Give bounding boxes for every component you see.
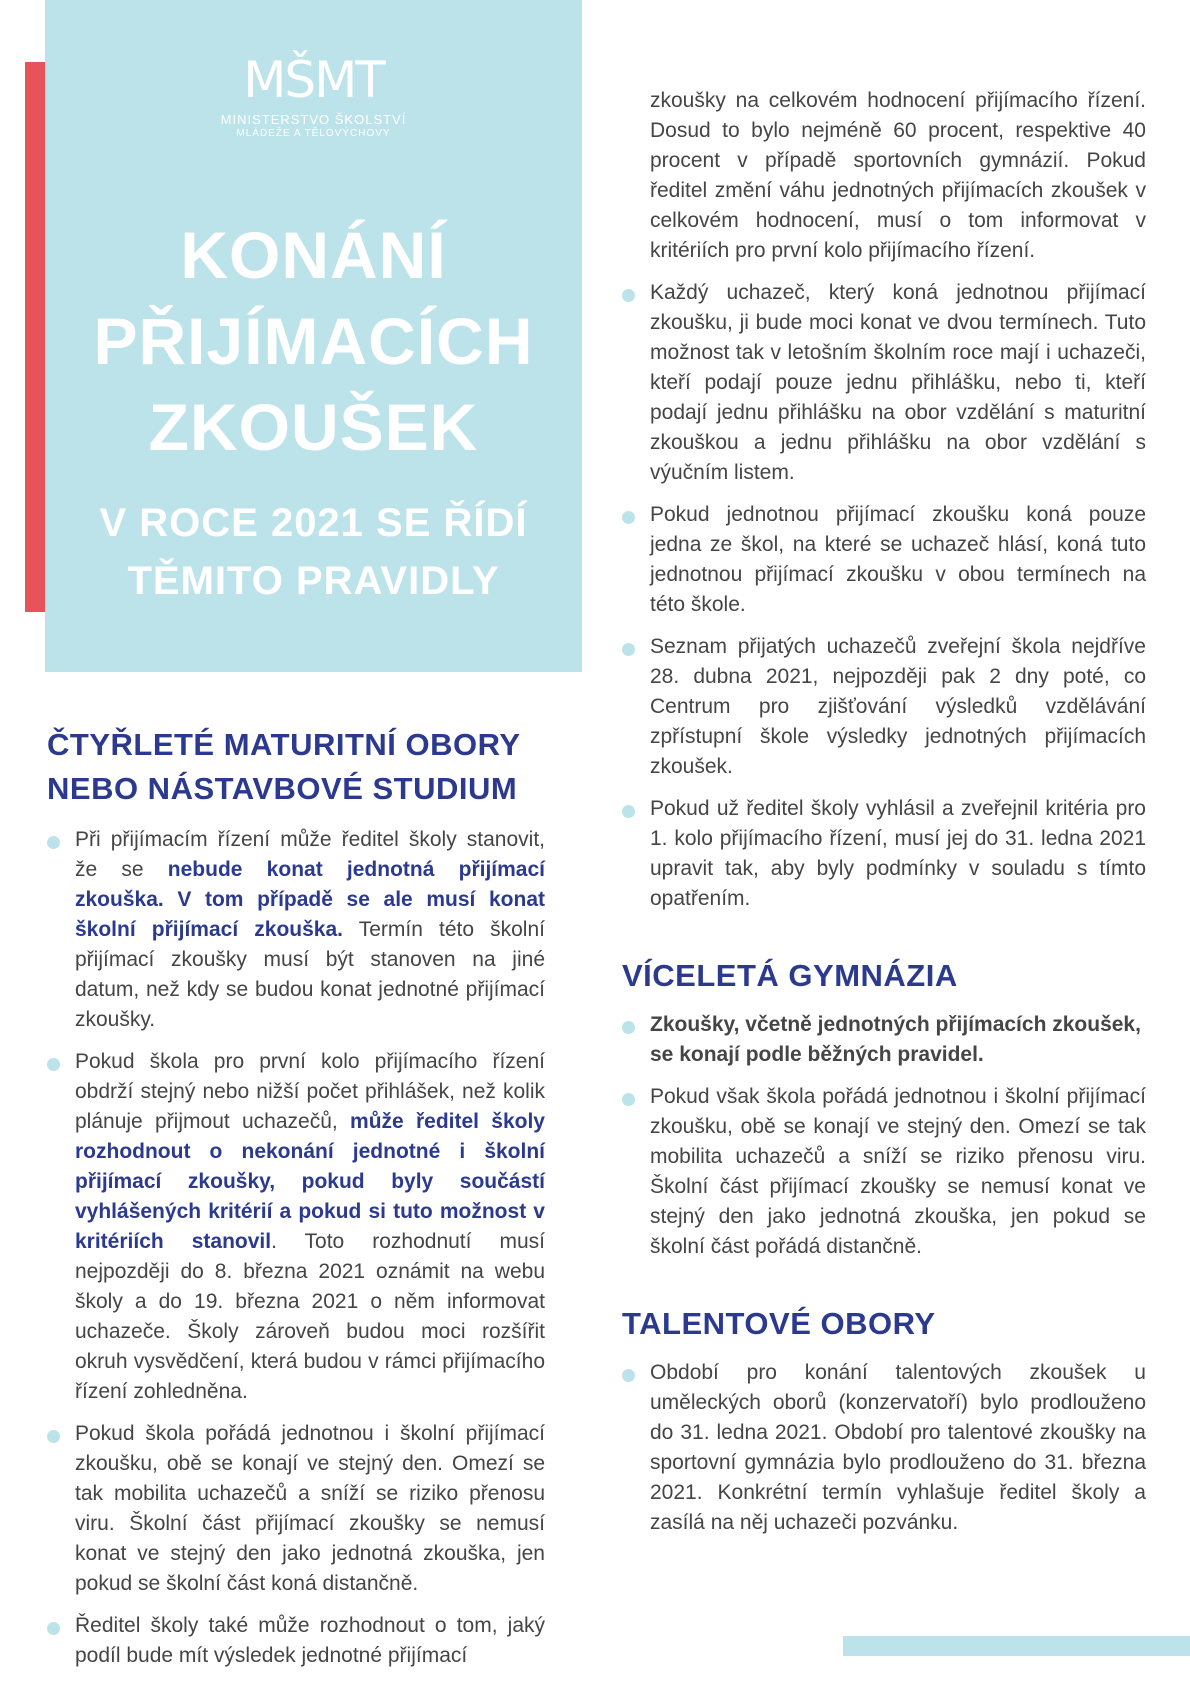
list-item (622, 632, 1146, 782)
list-item-text: Seznam přijatých uchazečů zveřejní škola nejdříve 28. dubna 2021, nejpozději pak 2 dny poté, co Centrum pro zjišťování výsledků vzdělávání zpřístupní škole výsledky jednotných přijímacích zkoušek. (650, 635, 1146, 778)
list-item (47, 825, 545, 1035)
hero-title-line-2 (45, 298, 582, 384)
right-column (622, 86, 1146, 1550)
bullet-dot-icon (47, 1058, 60, 1071)
hero-subtitle-line-2: TĚMITO PRAVIDLY (127, 559, 500, 603)
hero-title-word-3: ZKOUŠEK (148, 390, 479, 464)
list-item (622, 1358, 1146, 1538)
bullet-dot-icon (622, 805, 635, 818)
hero-subtitle (45, 494, 582, 610)
list-item-text (75, 825, 545, 1035)
list-item-continuation: zkoušky na celkovém hodnocení přijímacího řízení. Dosud to bylo nejméně 60 procent, respektive 40 procent v případě sportovních gymnázií. Pokud ředitel změní váhu jednotných přijímacích zkoušek v celkovém hodnocení, musí o tom informovat v kritériích pro první kolo přijímacího řízení. (650, 89, 1146, 262)
bullet-dot-icon (47, 1622, 60, 1635)
bullet-dot-icon (622, 1021, 635, 1034)
bottom-accent-bar (843, 1636, 1190, 1656)
bullet-dot-icon (47, 836, 60, 849)
list-item-text: Každý uchazeč, který koná jednotnou přijímací zkoušku, ji bude moci konat ve dvou termínech. Tuto možnost tak v letošním školním roce mají i uchazeči, kteří podají pouze jednu přihlášku, nebo ti, kteří podají jednu přihlášku na obor vzdělání s maturitní zkouškou a jednu přihlášku na obor vzdělání s výučním listem. (650, 281, 1146, 484)
list-item-text: Pokud jednotnou přijímací zkoušku koná pouze jedna ze škol, na které se uchazeč hlásí, koná tuto jednotnou přijímací zkoušku v obou termínech na této škole. (650, 503, 1146, 616)
bullet-dot-icon (622, 1369, 635, 1382)
bullet-dot-icon (47, 1430, 60, 1443)
list-item (622, 1082, 1146, 1262)
hero-title-word-2: PŘIJÍMACÍCH (93, 304, 534, 378)
list-item (622, 278, 1146, 488)
text-segment: Při přijímacím řízení může ředitel školy stanovit, že se (75, 828, 545, 881)
heading-line-1: ČTYŘLETÉ MATURITNÍ OBORY (47, 727, 521, 762)
hero-panel (45, 0, 582, 672)
list-item (47, 1419, 545, 1599)
logo-line-1: MINISTERSTVO ŠKOLSTVÍ (220, 112, 407, 127)
heading-line-2: NEBO NÁSTAVBOVÉ STUDIUM (47, 771, 518, 806)
hero-subtitle-line-1: V ROCE 2021 SE ŘÍDÍ (99, 501, 528, 545)
list-item-text (75, 1047, 545, 1407)
bullet-dot-icon (622, 1093, 635, 1106)
highlight-segment: může ředitel školy rozhodnout o nekonání jednotné i školní přijímací zkoušky, pokud byly součástí vyhlášených kritérií a pokud si tuto možnost v kritériích stanovil (75, 1110, 545, 1253)
logo-mark: MŠMT (243, 51, 384, 109)
red-accent-bar (25, 62, 45, 612)
msmt-logo (45, 52, 582, 139)
list-item-text: Ředitel školy také může rozhodnout o tom, jaký podíl bude mít výsledek jednotné přijímací (75, 1614, 545, 1667)
list-item (622, 794, 1146, 914)
bullet-dot-icon (622, 643, 635, 656)
list-item-text: Období pro konání talentových zkoušek u uměleckých oborů (konzervatoří) bylo prodlouženo do 31. ledna 2021. Období pro talentové zkoušky na sportovní gymnázia bylo prodlouženo do 31. března 2021. Konkrétní termín vyhlašuje ředitel školy a zasílá na něj uchazeči pozvánku. (650, 1361, 1146, 1534)
bullet-dot-icon (622, 289, 635, 302)
list-item-text: Pokud však škola pořádá jednotnou i školní přijímací zkoušku, obě se konají ve stejný den. Omezí se tak mobilita uchazečů a sníží se riziko přenosu viru. Školní část přijímací zkoušky se nemusí konat ve stejný den jako jednotná zkouška, jen pokud se školní část pořádá distančně. (650, 1085, 1146, 1258)
hero-title-line-1 (45, 212, 582, 298)
highlight-segment: nebude konat jednotná přijímací zkouška. V tom případě se ale musí konat školní přijímací zkouška. (75, 858, 545, 941)
list-item (622, 1010, 1146, 1070)
hero-title (45, 212, 582, 470)
bullet-dot-icon (622, 511, 635, 524)
list-item-text: Pokud škola pořádá jednotnou i školní přijímací zkoušku, obě se konají ve stejný den. Omezí se tak mobilita uchazečů a sníží se riziko přenosu viru. Školní část přijímací zkoušky se nemusí konat ve stejný den jako jednotná zkouška, jen pokud se školní část koná distančně. (75, 1422, 545, 1595)
text-segment: . Toto rozhodnutí musí nejpozději do 8. března 2021 oznámit na webu školy a do 19. března 2021 o něm informovat uchazeče. Školy zároveň budou moci rozšířit okruh vysvědčení, která budou v rámci přijímacího řízení zohledněna. (75, 1230, 545, 1403)
list-item (47, 1611, 545, 1671)
hero-title-line-3 (45, 384, 582, 470)
section-heading-viceleta: VÍCELETÁ GYMNÁZIA (622, 958, 958, 993)
text-segment: Termín této školní přijímací zkoušky musí být stanoven na jiné datum, než kdy se budou konat jednotné přijímací zkoušky. (75, 918, 545, 1031)
list-item (622, 500, 1146, 620)
left-column (47, 723, 545, 1683)
logo-line-2: MLÁDEŽE A TĚLOVÝCHOVY (236, 128, 391, 139)
list-item-text: Pokud už ředitel školy vyhlásil a zveřejnil kritéria pro 1. kolo přijímacího řízení, musí jej do 31. ledna 2021 upravit tak, aby byly podmínky v souladu s tímto opatřením. (650, 797, 1146, 910)
list-item-text: Zkoušky, včetně jednotných přijímacích zkoušek, se konají podle běžných pravidel. (650, 1013, 1141, 1066)
section-heading-talentove: TALENTOVÉ OBORY (622, 1306, 936, 1341)
hero-title-word-1: KONÁNÍ (180, 218, 447, 292)
section-heading-ctyrlete (47, 723, 545, 811)
text-segment: Pokud škola pro první kolo přijímacího řízení obdrží stejný nebo nižší počet přihlášek, než kolik plánuje přijmout uchazečů, (75, 1050, 545, 1133)
list-item (47, 1047, 545, 1407)
